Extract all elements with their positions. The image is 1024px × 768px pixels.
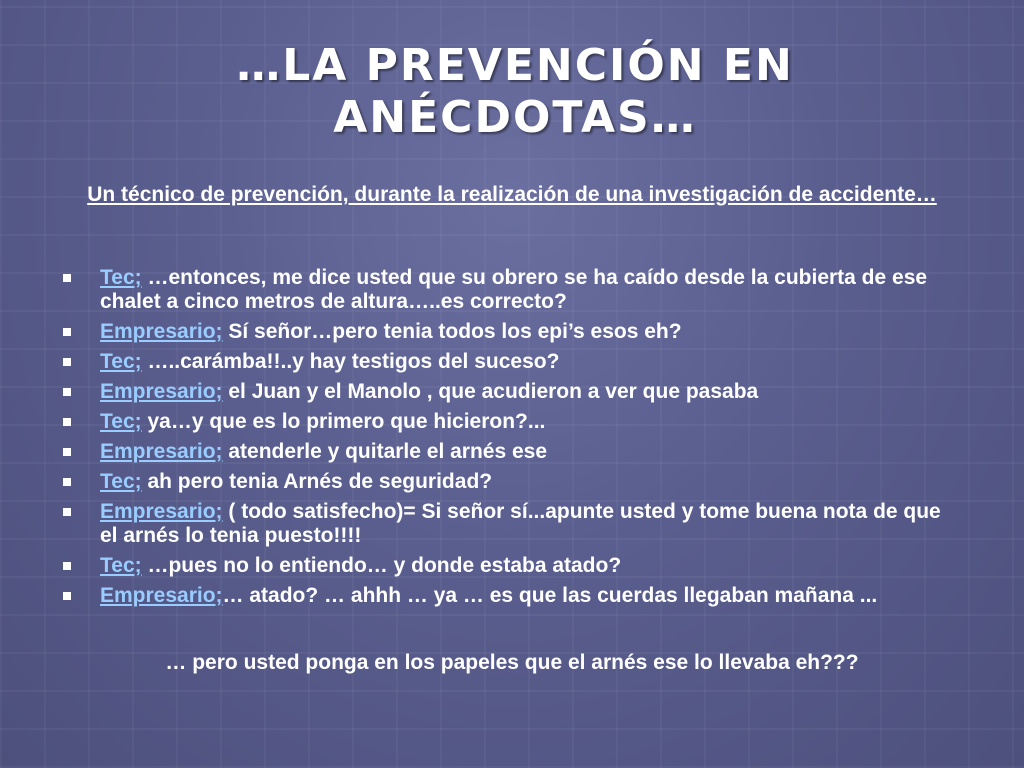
dialogue-list xyxy=(60,266,950,614)
speaker-label: Empresario; xyxy=(100,380,223,403)
speaker-label: Tec; xyxy=(100,350,142,373)
closing-line: … pero usted ponga en los papeles que el arnés ese lo llevaba eh??? xyxy=(165,651,859,674)
dialogue-text: … atado? … ahhh … ya … es que las cuerdas llegaban mañana ... xyxy=(222,584,878,607)
square-bullet-icon xyxy=(63,418,71,426)
dialogue-text: ah pero tenia Arnés de seguridad? xyxy=(141,470,493,493)
dialogue-text: ( todo satisfecho)= Si señor sí...apunte usted y tome buena nota de que el arnés lo tenia puesto!!!! xyxy=(100,500,941,547)
speaker-label: Tec; xyxy=(100,554,142,577)
square-bullet-icon xyxy=(63,478,71,486)
dialogue-text: …pues no lo entiendo… y donde estaba atado? xyxy=(141,554,622,577)
dialogue-text: ya…y que es lo primero que hicieron?... xyxy=(141,410,546,433)
speaker-label: Tec; xyxy=(100,410,142,433)
dialogue-line xyxy=(60,350,950,374)
dialogue-line xyxy=(60,380,950,404)
square-bullet-icon xyxy=(63,592,71,600)
dialogue-text: atenderle y quitarle el arnés ese xyxy=(222,440,548,463)
slide-subtitle: Un técnico de prevención, durante la realización de una investigación de accidente… xyxy=(87,183,937,206)
slide-title: …LA PREVENCIÓN EN ANÉCDOTAS… xyxy=(236,40,794,143)
square-bullet-icon xyxy=(63,562,71,570)
square-bullet-icon xyxy=(63,328,71,336)
square-bullet-icon xyxy=(63,448,71,456)
speaker-label: Empresario; xyxy=(100,320,223,343)
square-bullet-icon xyxy=(63,274,71,282)
dialogue-line xyxy=(60,554,950,578)
speaker-label: Tec; xyxy=(100,266,142,289)
dialogue-line xyxy=(60,500,950,548)
square-bullet-icon xyxy=(63,388,71,396)
square-bullet-icon xyxy=(63,508,71,516)
speaker-label: Empresario; xyxy=(100,440,223,463)
dialogue-text: Sí señor…pero tenia todos los epi’s esos eh? xyxy=(222,320,682,343)
dialogue-line xyxy=(60,584,950,608)
speaker-label: Empresario; xyxy=(100,500,223,523)
speaker-label: Tec; xyxy=(100,470,142,493)
dialogue-text: el Juan y el Manolo , que acudieron a ver que pasaba xyxy=(222,380,759,403)
dialogue-line xyxy=(60,470,950,494)
speaker-label: Empresario; xyxy=(100,584,223,607)
dialogue-line xyxy=(60,320,950,344)
dialogue-text: …entonces, me dice usted que su obrero se ha caído desde la cubierta de ese chalet a cinco metros de altura…..es correcto? xyxy=(100,266,928,313)
square-bullet-icon xyxy=(63,358,71,366)
dialogue-line xyxy=(60,440,950,464)
dialogue-line xyxy=(60,410,950,434)
dialogue-line xyxy=(60,266,950,314)
dialogue-text: …..carámba!!..y hay testigos del suceso? xyxy=(141,350,560,373)
